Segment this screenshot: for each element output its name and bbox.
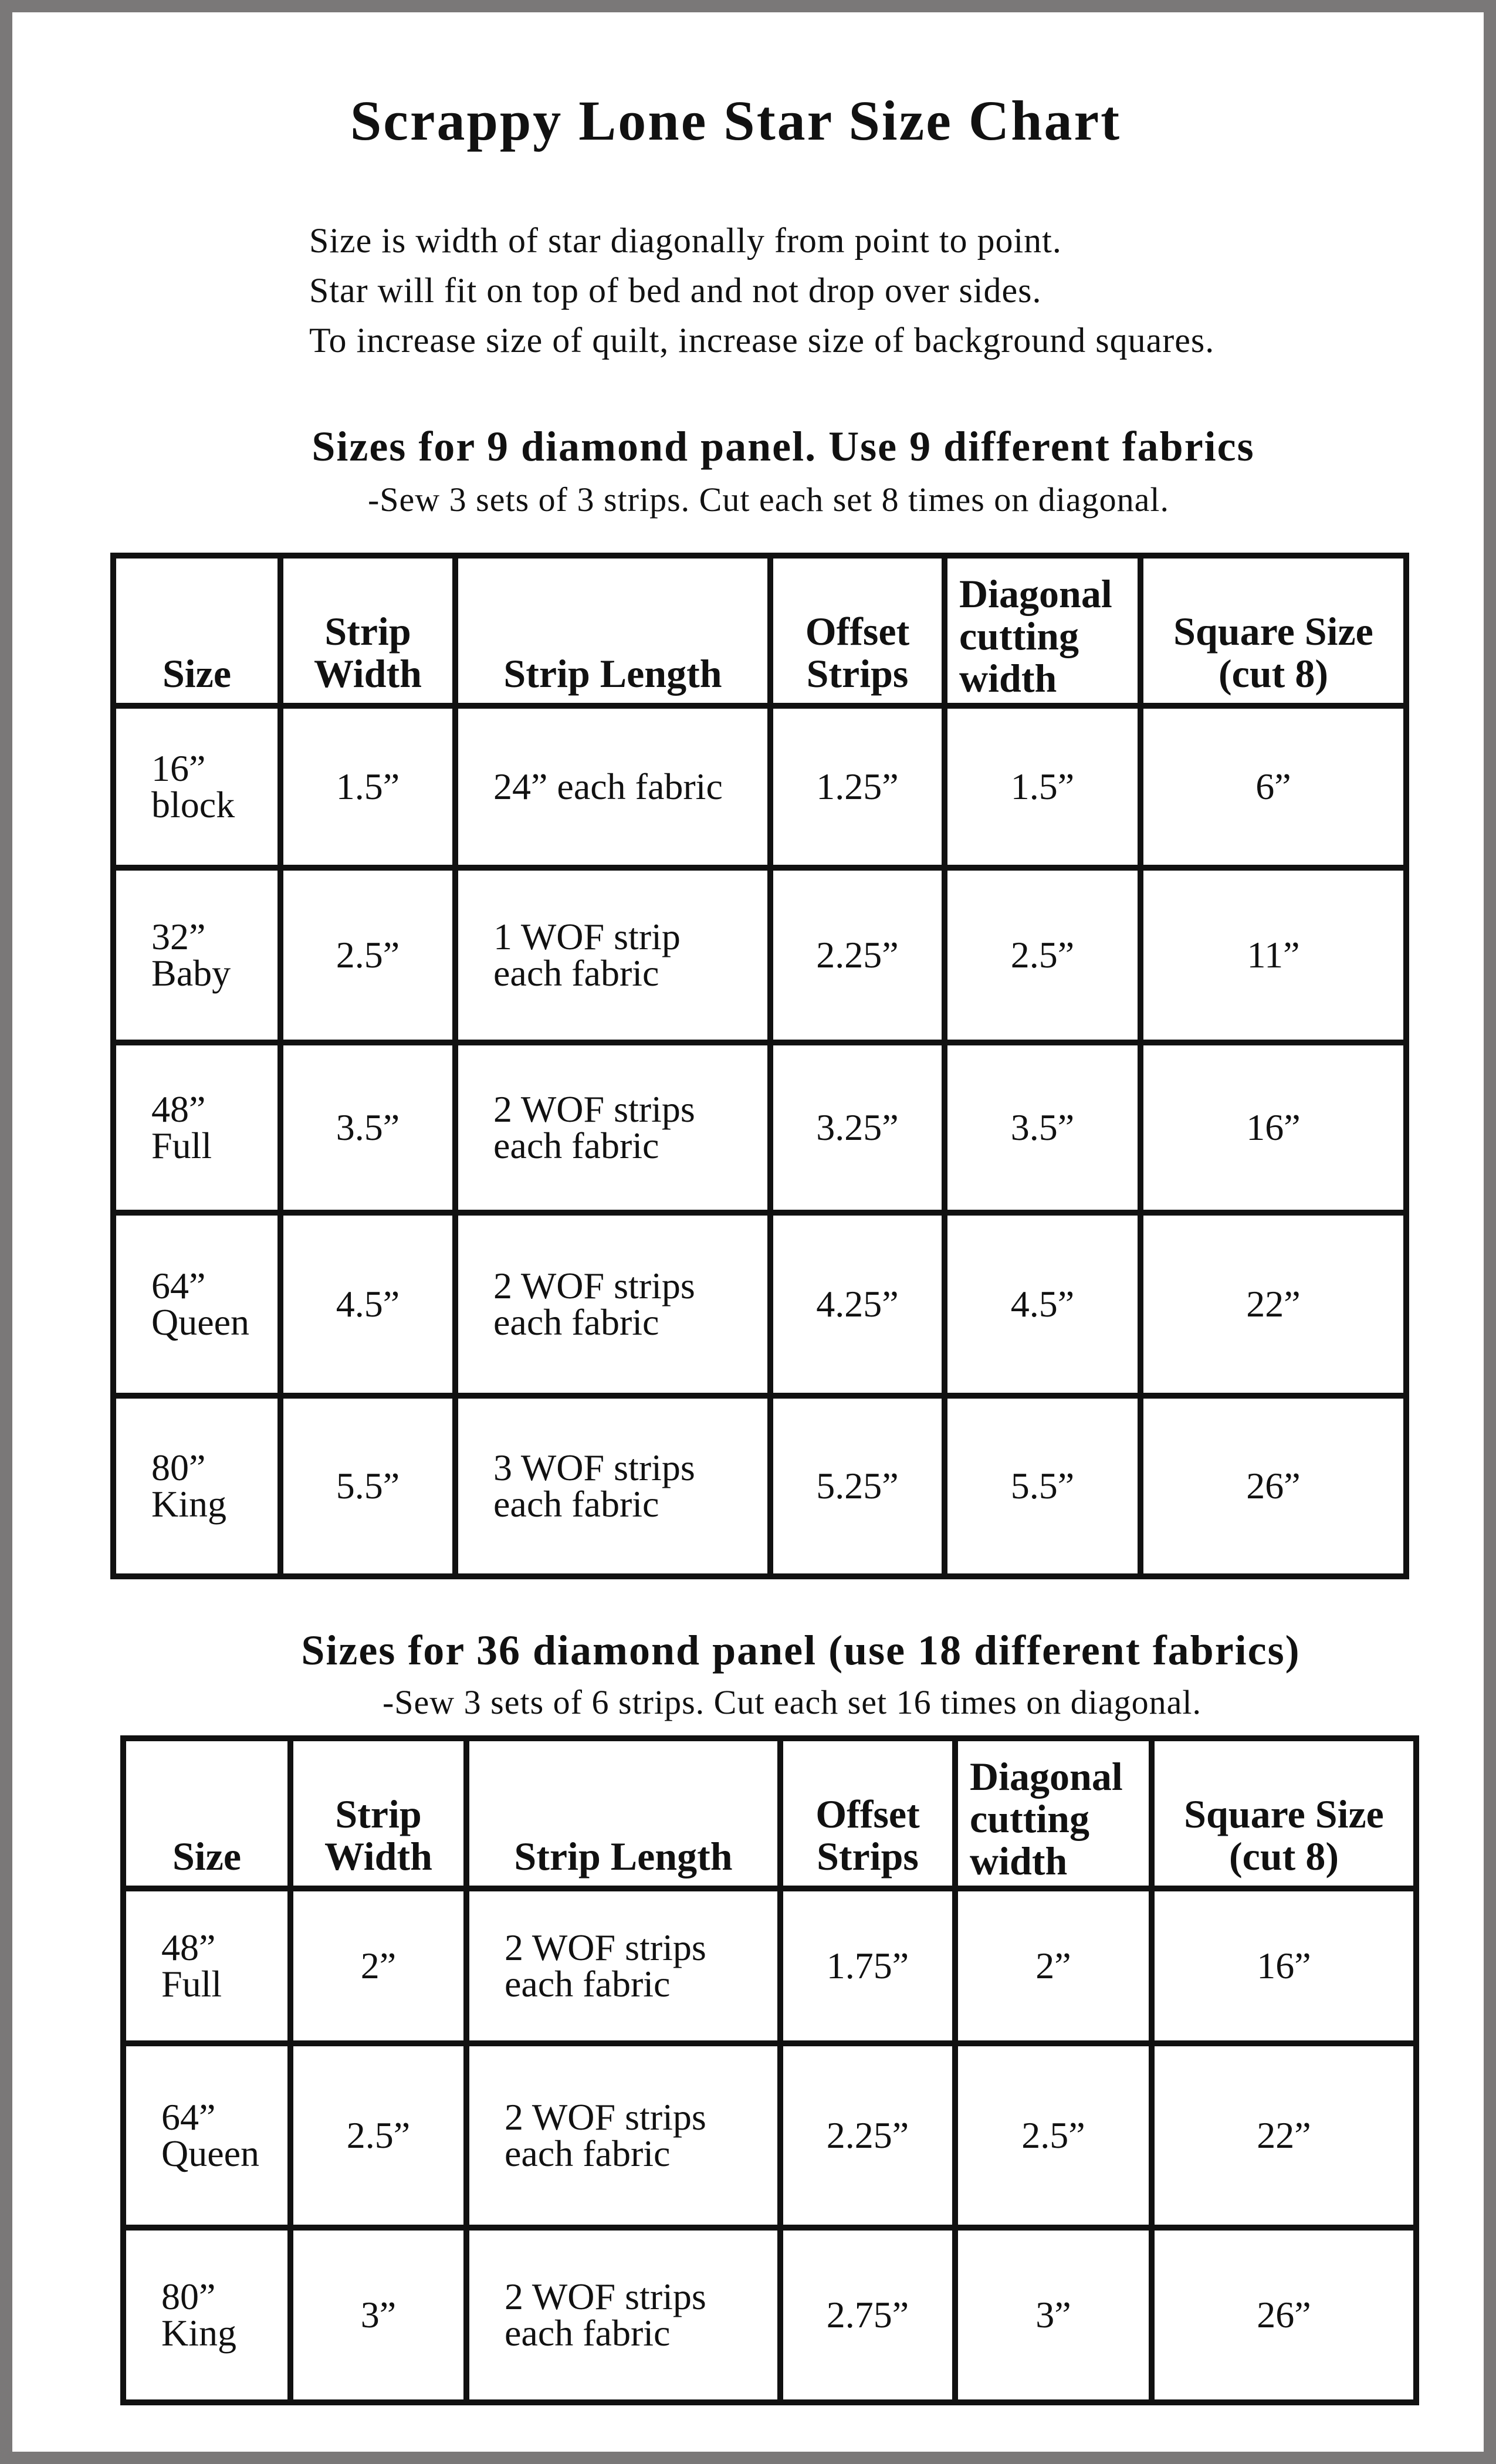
header-size: Size [123, 1738, 290, 1888]
table-row [123, 2043, 1416, 2228]
page-title: Scrappy Lone Star Size Chart [350, 89, 1122, 152]
cell-offset-strips [770, 706, 945, 868]
cell-size [113, 1396, 280, 1576]
cell-strip-width-line: 5.5” [336, 1465, 400, 1507]
cell-strip-length [455, 1396, 770, 1576]
cell-offset-strips-line: 2.25” [816, 934, 899, 976]
cell-offset-strips [780, 2043, 955, 2228]
cell-square-size-line: 16” [1257, 1945, 1311, 1986]
cell-strip-width [280, 868, 455, 1043]
cell-size-line: 80” [161, 2276, 216, 2317]
cell-diagonal-cutting-width-line: 2” [1035, 1945, 1071, 1986]
cell-strip-length [455, 1043, 770, 1213]
cell-strip-width-line: 2” [360, 1945, 397, 1986]
cell-square-size [1152, 1888, 1416, 2043]
table-row [123, 1888, 1416, 2043]
cell-square-size-line: 26” [1246, 1465, 1301, 1507]
table-header-row [113, 556, 1406, 706]
cell-diagonal-cutting-width-line: 5.5” [1010, 1465, 1075, 1507]
size-table-9-diamond [110, 553, 1409, 1579]
cell-strip-length [455, 868, 770, 1043]
cell-square-size [1140, 1043, 1406, 1213]
header-offset-strips: Offset Strips [780, 1738, 955, 1888]
intro-line: Star will fit on top of bed and not drop over sides. [309, 271, 1042, 310]
cell-diagonal-cutting-width [945, 1213, 1140, 1396]
header-strip-length: Strip Length [466, 1738, 780, 1888]
cell-strip-length-line: each fabric [493, 952, 659, 994]
cell-offset-strips-line: 1.25” [816, 766, 899, 807]
cell-size [113, 1043, 280, 1213]
cell-strip-length-line: 24” each fabric [493, 766, 723, 807]
intro-line: To increase size of quilt, increase size of background squares. [309, 321, 1215, 360]
header-strip-length: Strip Length [455, 556, 770, 706]
cell-strip-length-line: 3 WOF strips [493, 1447, 695, 1488]
cell-size-line: Baby [151, 952, 231, 994]
cell-size [123, 2043, 290, 2228]
cell-offset-strips-line: 2.25” [826, 2114, 909, 2156]
cell-square-size [1140, 868, 1406, 1043]
cell-size-line: 80” [151, 1447, 206, 1488]
cell-square-size-line: 11” [1247, 934, 1300, 976]
cell-strip-length [455, 706, 770, 868]
cell-size-line: King [151, 1483, 226, 1525]
cell-diagonal-cutting-width [945, 868, 1140, 1043]
header-strip-width: Strip Width [280, 556, 455, 706]
cell-size-line: block [151, 784, 235, 825]
cell-offset-strips [780, 1888, 955, 2043]
cell-strip-length-line: each fabric [505, 2133, 671, 2174]
cell-offset-strips [780, 2228, 955, 2402]
cell-diagonal-cutting-width-line: 2.5” [1010, 934, 1075, 976]
cell-strip-length-line: each fabric [493, 1125, 659, 1166]
cell-square-size [1140, 1396, 1406, 1576]
table-row [113, 1213, 1406, 1396]
cell-size-line: 64” [151, 1265, 206, 1307]
cell-strip-width-line: 2.5” [346, 2114, 411, 2156]
cell-square-size [1152, 2043, 1416, 2228]
table-row [113, 868, 1406, 1043]
header-diagonal-cutting-width: Diagonal cutting width [955, 1738, 1152, 1888]
cell-strip-width [290, 1888, 466, 2043]
cell-offset-strips [770, 1043, 945, 1213]
cell-strip-length-line: 2 WOF strips [505, 2096, 706, 2138]
cell-strip-width-line: 4.5” [336, 1283, 400, 1325]
cell-strip-length-line: 2 WOF strips [493, 1265, 695, 1307]
cell-strip-width [290, 2043, 466, 2228]
cell-strip-length-line: 2 WOF strips [493, 1088, 695, 1130]
cell-offset-strips [770, 1213, 945, 1396]
cell-diagonal-cutting-width-line: 4.5” [1010, 1283, 1075, 1325]
intro-text [309, 216, 1214, 365]
cell-diagonal-cutting-width-line: 2.5” [1021, 2114, 1085, 2156]
cell-size-line: 64” [161, 2096, 216, 2138]
cell-offset-strips-line: 5.25” [816, 1465, 899, 1507]
cell-strip-length-line: each fabric [493, 1301, 659, 1343]
cell-strip-length-line: 2 WOF strips [505, 1927, 706, 1968]
cell-strip-length-line: each fabric [505, 1963, 671, 2005]
header-square-size: Square Size (cut 8) [1152, 1738, 1416, 1888]
cell-strip-length-line: 1 WOF strip [493, 916, 681, 957]
cell-offset-strips-line: 3.25” [816, 1106, 899, 1148]
table-row [113, 1396, 1406, 1576]
header-size: Size [113, 556, 280, 706]
cell-strip-width [280, 1043, 455, 1213]
cell-square-size-line: 26” [1257, 2294, 1311, 2336]
cell-size-line: 48” [161, 1927, 216, 1968]
cell-size-line: 16” [151, 747, 206, 789]
cell-square-size-line: 16” [1246, 1106, 1301, 1148]
cell-strip-width-line: 3” [360, 2294, 397, 2336]
cell-diagonal-cutting-width [955, 1888, 1152, 2043]
cell-strip-length [455, 1213, 770, 1396]
cell-strip-length-line: each fabric [505, 2312, 671, 2354]
cell-diagonal-cutting-width [945, 1396, 1140, 1576]
cell-size [113, 1213, 280, 1396]
table-row [123, 2228, 1416, 2402]
cell-square-size [1152, 2228, 1416, 2402]
cell-size [113, 868, 280, 1043]
cell-strip-length [466, 2043, 780, 2228]
cell-strip-width [280, 706, 455, 868]
cell-offset-strips-line: 2.75” [826, 2294, 909, 2336]
cell-offset-strips-line: 4.25” [816, 1283, 899, 1325]
cell-strip-width-line: 2.5” [336, 934, 400, 976]
cell-strip-length-line: each fabric [493, 1483, 659, 1525]
cell-square-size-line: 22” [1257, 2114, 1311, 2156]
header-strip-width: Strip Width [290, 1738, 466, 1888]
section2-note: -Sew 3 sets of 6 strips. Cut each set 16 times on diagonal. [382, 1683, 1202, 1721]
cell-diagonal-cutting-width-line: 1.5” [1010, 766, 1075, 807]
cell-size-line: 32” [151, 916, 206, 957]
size-table-36-diamond [120, 1735, 1419, 2405]
cell-size-line: King [161, 2312, 236, 2354]
cell-square-size-line: 22” [1246, 1283, 1301, 1325]
cell-diagonal-cutting-width [955, 2228, 1152, 2402]
header-offset-strips: Offset Strips [770, 556, 945, 706]
cell-strip-width [290, 2228, 466, 2402]
table-row [113, 706, 1406, 868]
cell-diagonal-cutting-width [945, 1043, 1140, 1213]
cell-strip-length-line: 2 WOF strips [505, 2276, 706, 2317]
intro-line: Size is width of star diagonally from point to point. [309, 221, 1062, 260]
section1-note: -Sew 3 sets of 3 strips. Cut each set 8 times on diagonal. [367, 480, 1170, 519]
cell-size [123, 1888, 290, 2043]
cell-strip-width-line: 1.5” [336, 766, 400, 807]
cell-diagonal-cutting-width-line: 3” [1035, 2294, 1071, 2336]
cell-offset-strips-line: 1.75” [826, 1945, 909, 1986]
cell-diagonal-cutting-width [945, 706, 1140, 868]
cell-size-line: Full [151, 1125, 212, 1166]
cell-size-line: Queen [161, 2133, 260, 2174]
cell-size [123, 2228, 290, 2402]
table-row [113, 1043, 1406, 1213]
section1-heading: Sizes for 9 diamond panel. Use 9 different fabrics [312, 423, 1255, 470]
cell-square-size-line: 6” [1255, 766, 1291, 807]
cell-offset-strips [770, 868, 945, 1043]
cell-square-size [1140, 1213, 1406, 1396]
cell-size [113, 706, 280, 868]
cell-size-line: Queen [151, 1301, 250, 1343]
cell-diagonal-cutting-width [955, 2043, 1152, 2228]
header-square-size: Square Size (cut 8) [1140, 556, 1406, 706]
section2-heading: Sizes for 36 diamond panel (use 18 different fabrics) [301, 1627, 1301, 1674]
cell-square-size [1140, 706, 1406, 868]
cell-size-line: 48” [151, 1088, 206, 1130]
cell-size-line: Full [161, 1963, 222, 2005]
cell-strip-width [280, 1396, 455, 1576]
cell-strip-width [280, 1213, 455, 1396]
cell-strip-length [466, 2228, 780, 2402]
cell-offset-strips [770, 1396, 945, 1576]
header-diagonal-cutting-width: Diagonal cutting width [945, 556, 1140, 706]
cell-strip-length [466, 1888, 780, 2043]
table-header-row [123, 1738, 1416, 1888]
cell-diagonal-cutting-width-line: 3.5” [1010, 1106, 1075, 1148]
cell-strip-width-line: 3.5” [336, 1106, 400, 1148]
